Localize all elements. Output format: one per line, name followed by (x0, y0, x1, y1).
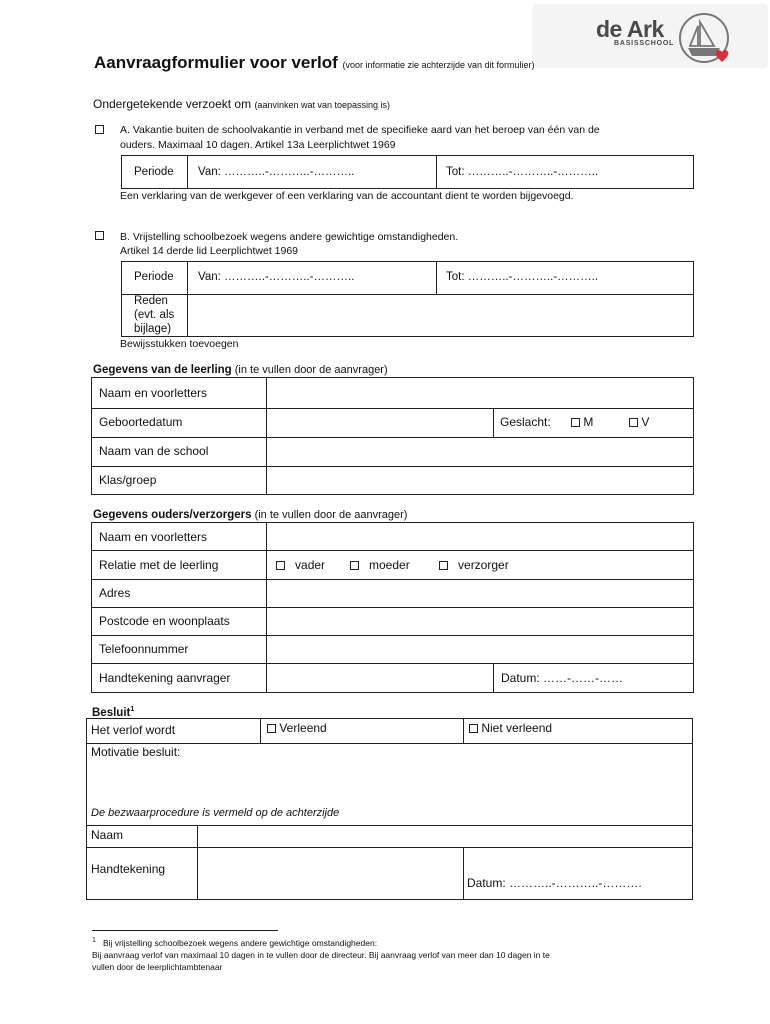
ouders-telefoon-label: Telefoonnummer (99, 642, 189, 656)
option-a-tot-field[interactable]: Tot: ………..-………..-……….. (446, 166, 599, 178)
geslacht-m-checkbox[interactable] (571, 418, 580, 427)
option-b-text-2: Artikel 14 derde lid Leerplichtwet 1969 (120, 245, 299, 257)
ouders-handtekening-label: Handtekening aanvrager (99, 671, 231, 685)
relatie-vader-checkbox[interactable] (276, 561, 285, 570)
besluit-bezwaar-note: De bezwaarprocedure is vermeld op de achterzijde (91, 807, 340, 819)
logo-subtitle: BASISSCHOOL (614, 40, 675, 47)
footnote-line-2: Bij aanvraag verlof van maximaal 10 dagen in te vullen door de directeur. Bij aanvraag verlof van meer dan 10 dagen in te (92, 950, 550, 960)
footnote-line-3: vullen door de leerplichtambtenaar (92, 962, 223, 972)
option-b-periode-label: Periode (134, 271, 174, 283)
intro-note: (aanvinken wat van toepassing is) (254, 100, 391, 110)
relatie-vader-option[interactable]: vader (276, 558, 325, 572)
option-b-checkbox[interactable] (95, 231, 104, 240)
besluit-motivatie-label: Motivatie besluit: (91, 745, 181, 759)
besluit-handtekening-label: Handtekening (91, 862, 166, 876)
option-a-periode-label: Periode (134, 166, 174, 178)
leerling-geboortedatum-label: Geboortedatum (99, 415, 183, 429)
option-b-note: Bewijsstukken toevoegen (120, 338, 239, 350)
option-b-reden-field[interactable] (190, 296, 692, 335)
geslacht-v-option[interactable]: V (629, 415, 649, 429)
ouders-postcode-label: Postcode en woonplaats (99, 614, 230, 628)
option-a-van-field[interactable]: Van: ………..-………..-……….. (198, 166, 355, 178)
ouders-datum-field[interactable]: Datum: ……-……-…… (501, 671, 624, 685)
besluit-niet-verleend-option[interactable]: Niet verleend (469, 721, 552, 735)
relatie-moeder-option[interactable]: moeder (350, 558, 410, 572)
relatie-moeder-checkbox[interactable] (350, 561, 359, 570)
title-note: (voor informatie zie achterzijde van dit formulier) (342, 60, 535, 70)
besluit-verleend-checkbox[interactable] (267, 724, 276, 733)
option-b-reden-label-3: bijlage) (134, 323, 172, 335)
option-a-text-1: A. Vakantie buiten de schoolvakantie in verband met de specifieke aard van het beroep van één van de (120, 124, 600, 136)
besluit-naam-label: Naam (91, 828, 124, 842)
geslacht-m-option[interactable]: M (571, 415, 593, 429)
relatie-verzorger-checkbox[interactable] (439, 561, 448, 570)
besluit-niet-verleend-checkbox[interactable] (469, 724, 478, 733)
option-a-note: Een verklaring van de werkgever of een verklaring van de accountant dient te worden bijgevoegd. (120, 190, 574, 202)
leerling-geslacht-label: Geslacht: (500, 415, 551, 429)
footnote-line-1: $^1$ Bij vrijstelling schoolbezoek wegens andere gewichtige omstandigheden: (92, 937, 378, 948)
besluit-verlof-label: Het verlof wordt (91, 723, 176, 737)
option-b-reden-label-1: Reden (134, 295, 168, 307)
option-a-text-2: ouders. Maximaal 10 dagen. Artikel 13a Leerplichtwet 1969 (120, 139, 396, 151)
besluit-verleend-option[interactable]: Verleend (267, 721, 327, 735)
option-b-van-field[interactable]: Van: ………..-………..-……….. (198, 271, 355, 283)
logo-name: de Ark (596, 16, 664, 42)
ouders-naam-label: Naam en voorletters (99, 530, 208, 544)
ouders-heading: Gegevens ouders/verzorgers (in te vullen door de aanvrager) (93, 509, 408, 521)
footnote-divider (92, 930, 278, 931)
ouders-adres-label: Adres (99, 586, 131, 600)
intro-line: Ondergetekende verzoekt om (aanvinken wat van toepassing is) (93, 97, 391, 111)
leerling-heading: Gegevens van de leerling (in te vullen door de aanvrager) (93, 364, 388, 376)
option-b-tot-field[interactable]: Tot: ………..-………..-……….. (446, 271, 599, 283)
ark-logo-icon (670, 8, 740, 66)
besluit-heading: Besluit$^1$ (92, 706, 135, 719)
besluit-datum-field[interactable]: Datum: ………..-………..-………. (467, 876, 642, 890)
ouders-relatie-label: Relatie met de leerling (99, 558, 219, 572)
leerling-school-label: Naam van de school (99, 444, 209, 458)
leerling-klas-label: Klas/groep (99, 473, 157, 487)
relatie-verzorger-option[interactable]: verzorger (439, 558, 509, 572)
geslacht-v-checkbox[interactable] (629, 418, 638, 427)
option-a-checkbox[interactable] (95, 125, 104, 134)
page-title: Aanvraagformulier voor verlof (voor informatie zie achterzijde van dit formulier) (94, 53, 535, 72)
option-b-text-1: B. Vrijstelling schoolbezoek wegens andere gewichtige omstandigheden. (120, 231, 459, 243)
leerling-naam-label: Naam en voorletters (99, 386, 208, 400)
option-b-reden-label-2: (evt. als (134, 309, 175, 321)
